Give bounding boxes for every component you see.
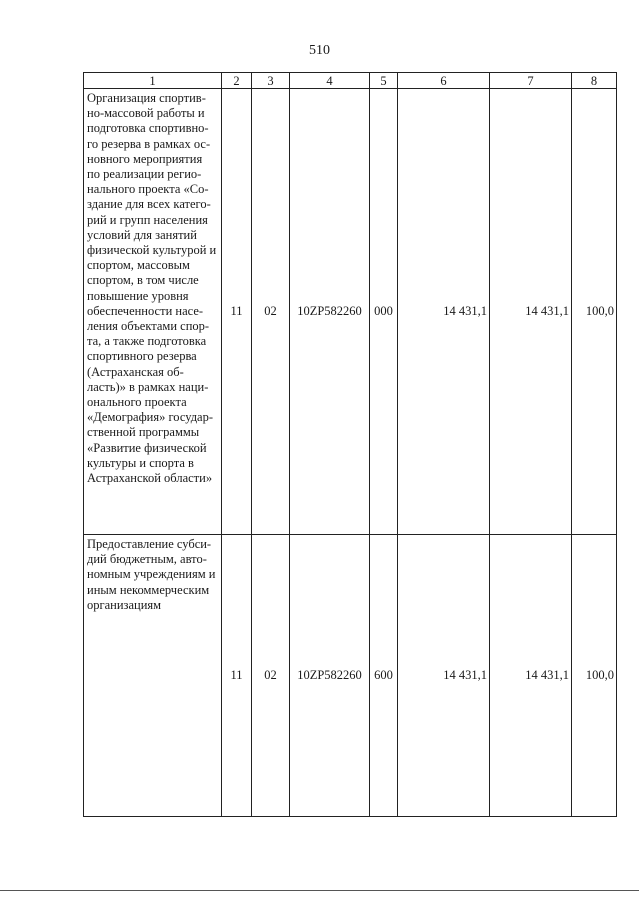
row-percent: 100,0	[572, 535, 617, 817]
header-cell-1: 1	[84, 73, 222, 89]
header-cell-7: 7	[490, 73, 572, 89]
row-target-article: 10ZP582260	[290, 535, 370, 817]
row-subsection: 02	[252, 89, 290, 535]
scan-edge-line	[0, 890, 639, 891]
header-cell-6: 6	[398, 73, 490, 89]
header-cell-4: 4	[290, 73, 370, 89]
row-value-planned: 14 431,1	[398, 89, 490, 535]
page-number: 510	[309, 43, 330, 58]
row-description: Предоставление субси-дий бюджетным, авто-номным учреждениям и иным некоммерческим организациям	[84, 535, 222, 817]
row-percent: 100,0	[572, 89, 617, 535]
row-subsection: 02	[252, 535, 290, 817]
header-cell-2: 2	[222, 73, 252, 89]
table-row	[84, 535, 617, 817]
header-cell-3: 3	[252, 73, 290, 89]
header-cell-5: 5	[370, 73, 398, 89]
header-row	[84, 73, 617, 89]
row-value-planned: 14 431,1	[398, 535, 490, 817]
row-value-executed: 14 431,1	[490, 535, 572, 817]
row-description: Организация спортив-но-массовой работы и подготовка спортивно-го резерва в рамках ос-новного мероприятия по реализации регио-нального проекта «Со-здание для всех катего-рий и групп населения условий для занятий физической культурой и спортом, массовым спортом, в том числе повышение уровня обеспеченности насе-ления объектами спор-та, а также подготовка спортивного резерва (Астраханская об-ласть)» в рамках наци-онального проекта «Демография» государ-ственной программы «Развитие физической культуры и спорта в Астраханской области»	[84, 89, 222, 535]
row-value-executed: 14 431,1	[490, 89, 572, 535]
row-section: 11	[222, 535, 252, 817]
header-cell-8: 8	[572, 73, 617, 89]
row-expense-type: 000	[370, 89, 398, 535]
row-section: 11	[222, 89, 252, 535]
row-target-article: 10ZP582260	[290, 89, 370, 535]
row-expense-type: 600	[370, 535, 398, 817]
table-row	[84, 89, 617, 535]
budget-table	[83, 72, 617, 817]
